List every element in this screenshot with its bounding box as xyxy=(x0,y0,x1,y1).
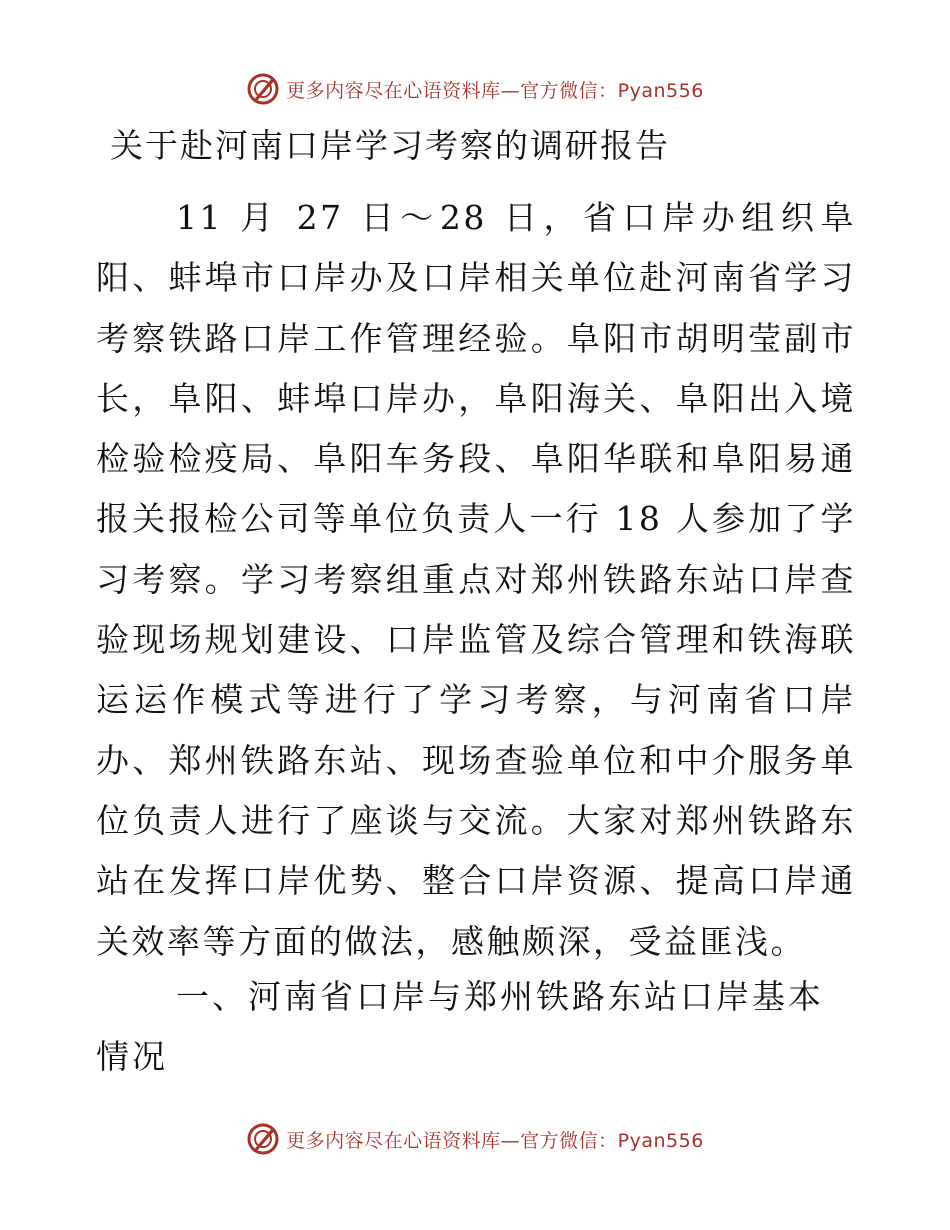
intro-paragraph: 11 月 27 日～28 日，省口岸办组织阜阳、蚌埠市口岸办及口岸相关单位赴河南省学习考察铁路口岸工作管理经验。阜阳市胡明莹副市长，阜阳、蚌埠口岸办，阜阳海关、阜阳出入境检验检疫局、阜阳车务段、阜阳华联和阜阳易通报关报检公司等单位负责人一行 18 人参加了学习考察。学习考察组重点对郑州铁路东站口岸查验现场规划建设、口岸监管及综合管理和铁海联运运作模式等进行了学习考察，与河南省口岸办、郑州铁路东站、现场查验单位和中介服务单位负责人进行了座谈与交流。大家对郑州铁路东站在发挥口岸优势、整合口岸资源、提高口岸通关效率等方面的做法，感触颇深，受益匪浅。 xyxy=(96,198,856,961)
logo-icon xyxy=(246,72,280,106)
watermark-header xyxy=(0,72,950,106)
document-title: 关于赴河南口岸学习考察的调研报告 xyxy=(110,126,670,165)
watermark-text: 更多内容尽在心语资料库—官方微信：Pyan556 xyxy=(286,1129,704,1152)
logo-icon xyxy=(246,1122,280,1156)
watermark-footer xyxy=(0,1122,950,1156)
section-heading-1: 一、河南省口岸与郑州铁路东站口岸基本情况 xyxy=(96,977,824,1077)
watermark-text: 更多内容尽在心语资料库—官方微信：Pyan556 xyxy=(286,79,704,102)
